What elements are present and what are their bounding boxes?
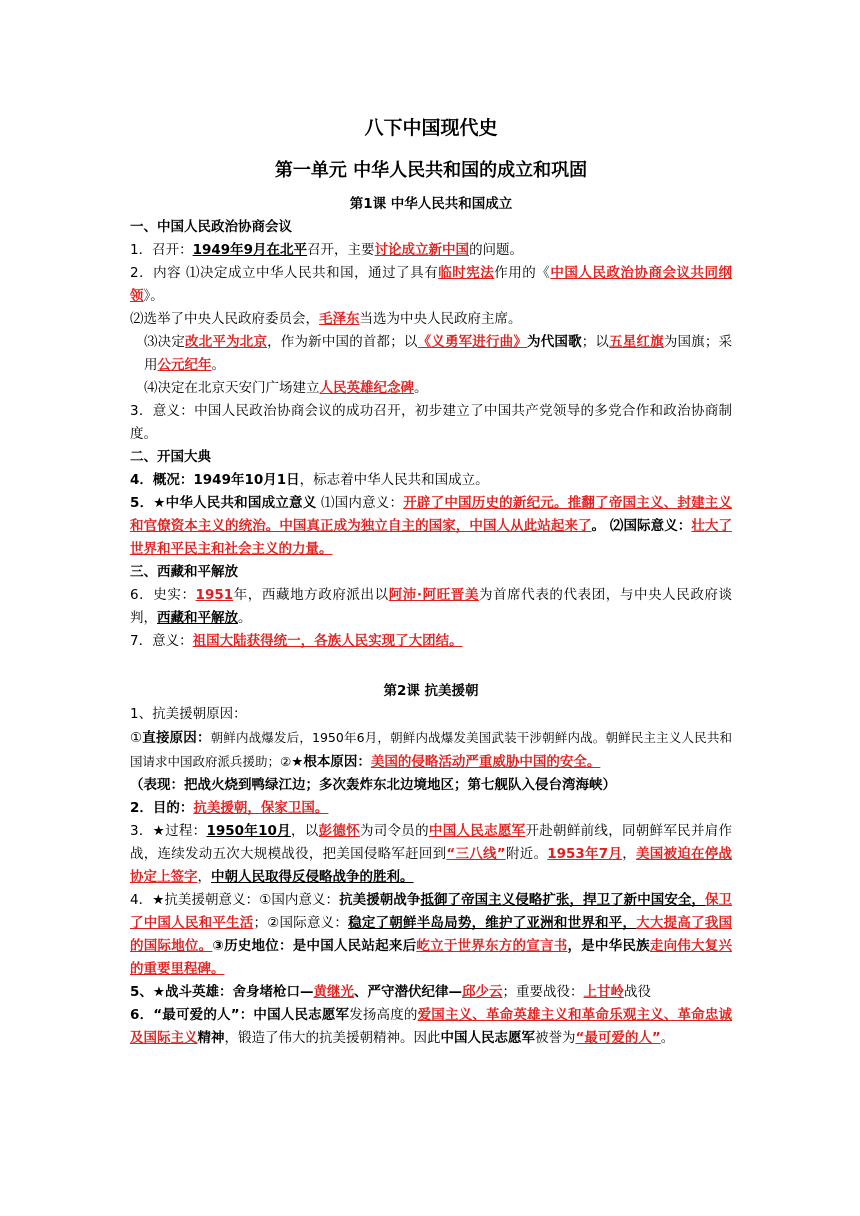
paragraph: 1、抗美援朝原因： [130, 706, 247, 722]
paragraph: 6．史实：1951年，西藏地方政府派出以阿沛·阿旺晋美为首席代表的代表团，与中央人民政府谈判，西藏和平解放。 [130, 587, 733, 626]
section-heading: 一、中国人民政治协商会议 [130, 219, 292, 235]
doc-title: 八下中国现代史 [364, 117, 498, 139]
document-page [130, 112, 732, 1050]
paragraph: 3．★过程：1950年10月，以彭德怀为司令员的中国人民志愿军开赴朝鲜前线，同朝鲜军民并肩作战，连续发动五次大规模战役，把美国侵略军赶回到“三八线”附近。1953年7月，美国被迫在停战协定上签字，中朝人民取得反侵略战争的胜利。 [130, 823, 733, 885]
unit-title: 第一单元 中华人民共和国的成立和巩固 [274, 160, 588, 181]
section-heading: 三、西藏和平解放 [130, 564, 238, 580]
paragraph: ①直接原因：朝鲜内战爆发后，1950年6月，朝鲜内战爆发美国武装干涉朝鲜内战。朝鲜民主主义人民共和国请求中国政府派兵援助；②★根本原因：美国的侵略活动严重威胁中国的安全。 [130, 730, 733, 770]
paragraph: 3．意义：中国人民政治协商会议的成功召开，初步建立了中国共产党领导的多党合作和政治协商制度。 [130, 403, 732, 442]
paragraph: （表现：把战火烧到鸭绿江边；多次轰炸东北边境地区；第七舰队入侵台湾海峡） [130, 777, 616, 793]
paragraph: 2．目的：抗美援朝，保家卫国。 [130, 800, 329, 816]
paragraph: 5．★中华人民共和国成立意义 ⑴国内意义：开辟了中国历史的新纪元。推翻了帝国主义、封建主义和官僚资本主义的统治。中国真正成为独立自主的国家，中国人从此站起来了。 ⑵国际意义：壮大了世界和平民主和社会主义的力量。 [130, 495, 733, 557]
paragraph: 4．★抗美援朝意义：①国内意义：抗美援朝战争抵御了帝国主义侵略扩张，捍卫了新中国安全，保卫了中国人民和平生活；②国际意义：稳定了朝鲜半岛局势，维护了亚洲和世界和平，大大提高了我国的国际地位。③历史地位：是中国人民站起来后屹立于世界东方的宣言书，是中华民族走向伟大复兴的重要里程碑。 [130, 892, 733, 977]
paragraph: 7．意义：祖国大陆获得统一，各族人民实现了大团结。 [130, 633, 463, 649]
paragraph: ⑶决定改北平为北京，作为新中国的首都；以《义勇军进行曲》为代国歌；以五星红旗为国旗；采用公元纪年。 [144, 334, 733, 373]
paragraph: 5、★战斗英雄：舍身堵枪口—黄继光、严守潜伏纪律—邱少云；重要战役：上甘岭战役 [130, 984, 651, 1000]
lesson1-title: 第1课 中华人民共和国成立 [349, 196, 513, 212]
section-heading: 二、开国大典 [130, 449, 211, 465]
paragraph: 1．召开：1949年9月在北平召开，主要讨论成立新中国的问题。 [130, 242, 524, 258]
lesson2-title: 第2课 抗美援朝 [383, 683, 479, 699]
paragraph: 6．“最可爱的人”：中国人民志愿军发扬高度的爱国主义、革命英雄主义和革命乐观主义、革命忠诚及国际主义精神，锻造了伟大的抗美援朝精神。因此中国人民志愿军被誉为“最可爱的人”。 [130, 1007, 733, 1046]
paragraph: ⑷决定在北京天安门广场建立人民英雄纪念碑。 [144, 380, 428, 396]
paragraph: 2．内容 ⑴决定成立中华人民共和国，通过了具有临时宪法作用的《中国人民政治协商会议共同纲领》。 [130, 265, 733, 304]
paragraph: 4．概况：1949年10月1日，标志着中华人民共和国成立。 [130, 472, 489, 488]
paragraph: ⑵选举了中央人民政府委员会，毛泽东当选为中央人民政府主席。 [130, 311, 522, 327]
